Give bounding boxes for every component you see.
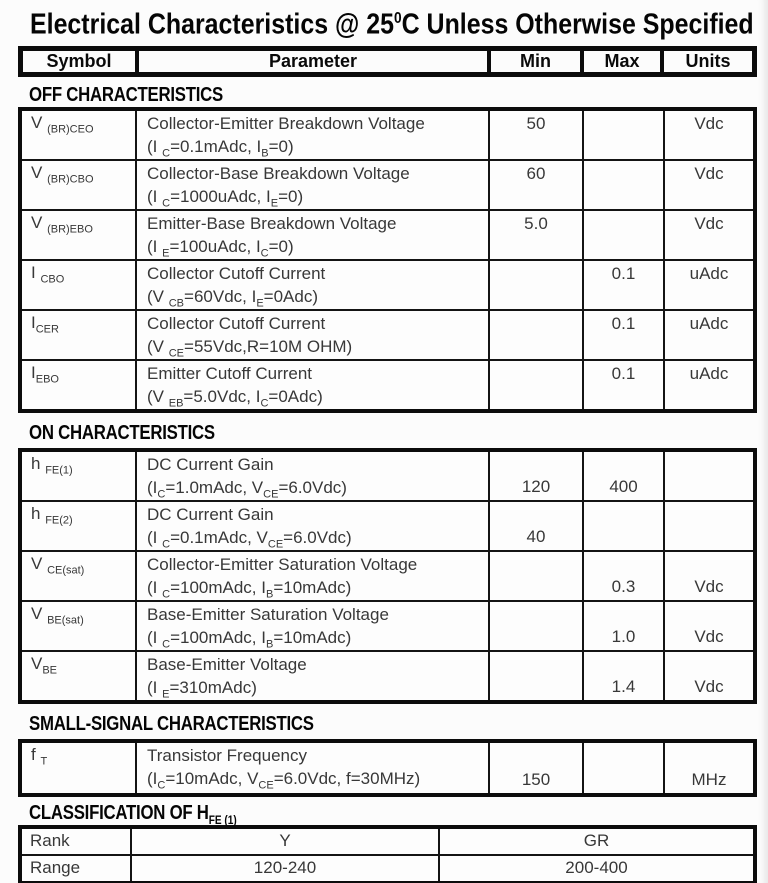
range-row (22, 854, 753, 881)
parameter-cell (135, 161, 488, 209)
parameter-name: DC Current Gain (147, 454, 274, 474)
table-row (22, 500, 753, 550)
parameter-name: Collector Cutoff Current (147, 313, 326, 333)
symbol-cell: f $_T$ (31, 744, 48, 768)
symbol-cell: $I_{EBO}$ (31, 362, 59, 386)
section-heading-on: ON CHARACTERISTICS (29, 421, 215, 444)
parameter-cell (135, 211, 488, 259)
parameter-conditions: (V $_{CB}$=60Vdc, $I_E=0Adc$) (147, 286, 319, 309)
on-characteristics-table (18, 448, 757, 704)
min-cell (488, 652, 582, 700)
units-cell: Vdc (663, 161, 753, 209)
min-cell (488, 602, 582, 650)
rank-value-gr: GR (438, 829, 753, 854)
units-cell: MHz (663, 743, 753, 793)
parameter-conditions: ($I_C=10mAdc$, $V_{CE}=6.0Vdc$, f=30MHz) (147, 768, 421, 792)
units-cell: Vdc (663, 211, 753, 259)
parameter-cell (135, 111, 488, 159)
column-header-min: Min (487, 51, 580, 72)
symbol-cell: V $_{(BR)CBO}$ (31, 162, 94, 186)
table-row (22, 359, 753, 409)
max-cell: 0.1 (582, 361, 663, 409)
range-value-y: 120-240 (130, 856, 438, 881)
table-row (22, 550, 753, 600)
symbol-cell: V $_{(BR)CEO}$ (31, 112, 94, 136)
max-cell: 0.1 (582, 311, 663, 359)
table-row (22, 743, 753, 793)
column-header-units: Units (660, 51, 752, 72)
units-cell: Vdc (663, 602, 753, 650)
classification-table (18, 825, 757, 883)
max-cell: 0.3 (582, 552, 663, 600)
parameter-cell (135, 311, 488, 359)
units-cell: Vdc (663, 111, 753, 159)
units-cell: uAdc (663, 361, 753, 409)
table-row (22, 159, 753, 209)
range-label: Range (30, 858, 81, 878)
page-title: Electrical Characteristics @ $25^0C$ Unless Otherwise Specified (30, 8, 754, 41)
max-cell: 0.1 (582, 261, 663, 309)
parameter-cell (135, 602, 488, 650)
parameter-cell (135, 743, 488, 793)
parameter-name: Collector-Base Breakdown Voltage (147, 163, 410, 183)
parameter-cell (135, 502, 488, 550)
max-cell (582, 502, 663, 550)
parameter-conditions: (I $_C$=1000uAdc, $I_E=0$) (147, 186, 304, 209)
section-heading-off: OFF CHARACTERISTICS (29, 83, 224, 106)
units-cell: Vdc (663, 552, 753, 600)
parameter-name: Emitter-Base Breakdown Voltage (147, 213, 397, 233)
symbol-cell: V $_{(BR)EBO}$ (31, 212, 93, 236)
section-heading-small-signal: SMALL-SIGNAL CHARACTERISTICS (29, 712, 314, 735)
max-cell: 1.0 (582, 602, 663, 650)
parameter-name: Transistor Frequency (147, 745, 307, 765)
parameter-cell (135, 361, 488, 409)
parameter-name: Collector Cutoff Current (147, 263, 326, 283)
min-cell (488, 311, 582, 359)
max-cell (582, 111, 663, 159)
off-characteristics-table (18, 107, 757, 413)
min-cell: 120 (488, 452, 582, 500)
table-row (22, 452, 753, 500)
units-cell (663, 452, 753, 500)
spec-table-header (18, 46, 757, 77)
parameter-cell (135, 552, 488, 600)
parameter-name: DC Current Gain (147, 504, 274, 524)
symbol-cell: I $_{CBO}$ (31, 262, 65, 286)
rank-label: Rank (30, 831, 70, 851)
symbol-cell: $I_{CER}$ (31, 312, 59, 336)
range-value-gr: 200-400 (438, 856, 753, 881)
min-cell (488, 361, 582, 409)
parameter-name: Base-Emitter Voltage (147, 654, 307, 674)
symbol-cell: $V_{BE}$ (31, 653, 58, 677)
parameter-conditions: (I $_C$=100mAdc, $I_B=10mAdc$) (147, 627, 352, 650)
parameter-conditions: ($I_C=1.0mAdc$, $V_{CE}=6.0Vdc$) (147, 477, 347, 500)
max-cell (582, 161, 663, 209)
section-heading-classification: CLASSIFICATION OF $H_{FE (1)}$ (29, 801, 237, 827)
rank-row (22, 829, 753, 854)
parameter-conditions: (I $_C$=100mAdc, $I_B=10mAdc$) (147, 577, 352, 600)
min-cell: 60 (488, 161, 582, 209)
parameter-name: Emitter Cutoff Current (147, 363, 313, 383)
parameter-conditions: (I $_C$=0.1mAdc, $I_B=0$) (147, 136, 294, 159)
units-cell (663, 502, 753, 550)
symbol-cell: h $_{FE(2)}$ (31, 503, 73, 527)
symbol-cell: V $_{CE(sat)}$ (31, 553, 85, 577)
units-cell: uAdc (663, 261, 753, 309)
min-cell: 50 (488, 111, 582, 159)
table-row (22, 650, 753, 700)
parameter-name: Collector-Emitter Saturation Voltage (147, 554, 418, 574)
min-cell (488, 552, 582, 600)
parameter-cell (135, 452, 488, 500)
rank-value-y: Y (130, 829, 438, 854)
table-row (22, 209, 753, 259)
table-row (22, 259, 753, 309)
parameter-conditions: (I $_C$=0.1mAdc, $V_{CE}=6.0Vdc$) (147, 527, 352, 550)
units-cell: Vdc (663, 652, 753, 700)
parameter-conditions: (I $_E$=310mAdc) (147, 677, 257, 700)
parameter-conditions: (V $_{CE}$=55Vdc,R=10M OHM) (147, 336, 353, 359)
symbol-cell: h $_{FE(1)}$ (31, 453, 73, 477)
max-cell: 1.4 (582, 652, 663, 700)
min-cell: 40 (488, 502, 582, 550)
column-header-symbol: Symbol (46, 50, 112, 71)
symbol-cell: V $_{BE(sat)}$ (31, 603, 84, 627)
table-row (22, 309, 753, 359)
column-header-max: Max (580, 51, 660, 72)
table-row (22, 600, 753, 650)
parameter-conditions: (V $_{EB}$=5.0Vdc, $I_C=0Adc$) (147, 386, 323, 409)
max-cell (582, 211, 663, 259)
max-cell (582, 743, 663, 793)
small-signal-table (18, 739, 757, 797)
column-header-parameter: Parameter (135, 51, 487, 72)
table-row (22, 111, 753, 159)
units-cell: uAdc (663, 311, 753, 359)
max-cell: 400 (582, 452, 663, 500)
parameter-cell (135, 261, 488, 309)
parameter-name: Collector-Emitter Breakdown Voltage (147, 113, 425, 133)
min-cell: 5.0 (488, 211, 582, 259)
parameter-conditions: (I $_E$=100uAdc, $I_C=0$) (147, 236, 294, 259)
min-cell (488, 261, 582, 309)
parameter-cell (135, 652, 488, 700)
min-cell: 150 (488, 743, 582, 793)
parameter-name: Base-Emitter Saturation Voltage (147, 604, 389, 624)
